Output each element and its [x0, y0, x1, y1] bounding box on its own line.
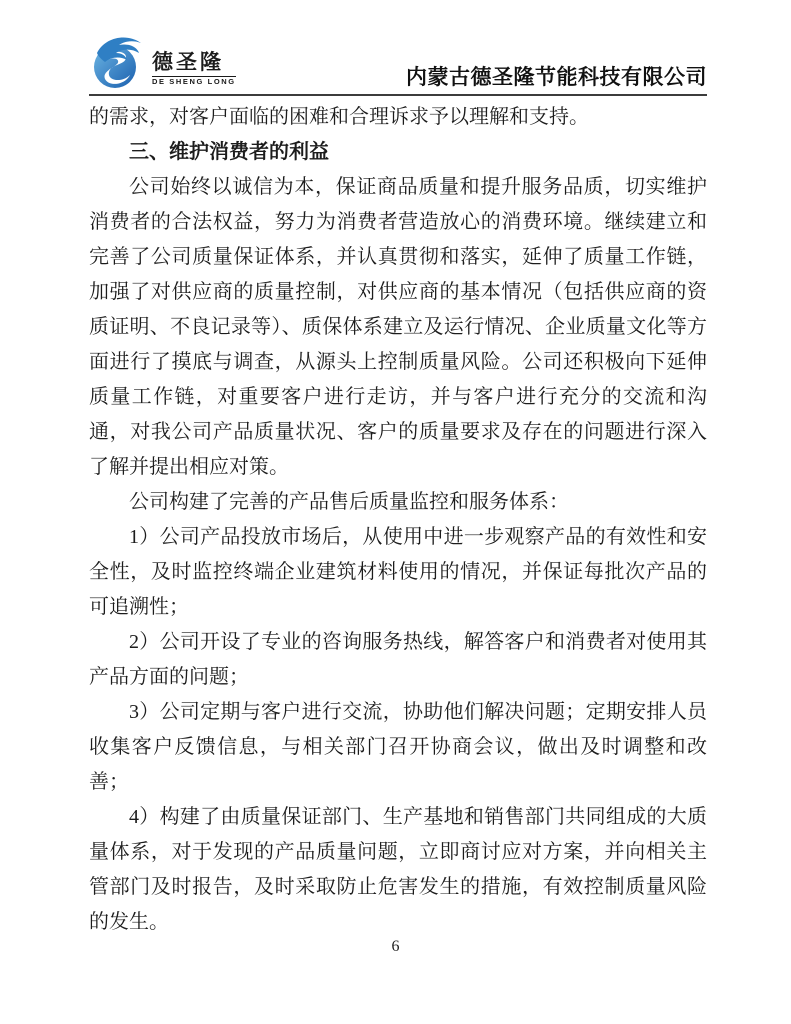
paragraph-quality-system: 公司始终以诚信为本，保证商品质量和提升服务品质，切实维护消费者的合法权益，努力为消费者营造放心的消费环境。继续建立和完善了公司质量保证体系，并认真贯彻和落实，延伸了质量工作链，加强了对供应商的质量控制，对供应商的基本情况（包括供应商的资质证明、不良记录等）、质保体系建立及运行情况、企业质量文化等方面进行了摸底与调查，从源头上控制质量风险。公司还积极向下延伸质量工作链，对重要客户进行走访，并与客户进行充分的交流和沟通，对我公司产品质量状况、客户的质量要求及存在的问题进行深入了解并提出相应对策。 — [89, 176, 707, 478]
logo-text-block — [152, 38, 236, 86]
list-item-3: 3）公司定期与客户进行交流，协助他们解决问题；定期安排人员收集客户反馈信息，与相关部门召开协商会议，做出及时调整和改善； — [89, 701, 707, 793]
list-item-2: 2）公司开设了专业的咨询服务热线，解答客户和消费者对使用其产品方面的问题； — [89, 631, 707, 688]
list-item-4: 4）构建了由质量保证部门、生产基地和销售部门共同组成的大质量体系，对于发现的产品质量问题，立即商讨应对方案，并向相关主管部门及时报告，及时采取防止危害发生的措施，有效控制质量风险的发生。 — [89, 806, 707, 933]
paragraph-service-intro: 公司构建了完善的产品售后质量监控和服务体系： — [129, 491, 569, 513]
company-name: 内蒙古德圣隆节能科技有限公司 — [406, 64, 707, 89]
header-divider — [89, 94, 707, 96]
list-item-1: 1）公司产品投放市场后，从使用中进一步观察产品的有效性和安全性，及时监控终端企业建筑材料使用的情况，并保证每批次产品的可追溯性； — [89, 526, 707, 618]
company-logo — [89, 33, 236, 91]
section-heading: 三、维护消费者的利益 — [129, 141, 329, 163]
logo-chinese-text: 德圣隆 — [152, 51, 224, 75]
logo-english-text: DE SHENG LONG — [152, 77, 236, 87]
page-number: 6 — [391, 938, 400, 955]
document-body — [89, 100, 707, 940]
dragon-globe-icon — [89, 33, 147, 91]
paragraph-continuation: 的需求，对客户面临的困难和合理诉求予以理解和支持。 — [89, 106, 589, 128]
page-header — [89, 33, 707, 93]
